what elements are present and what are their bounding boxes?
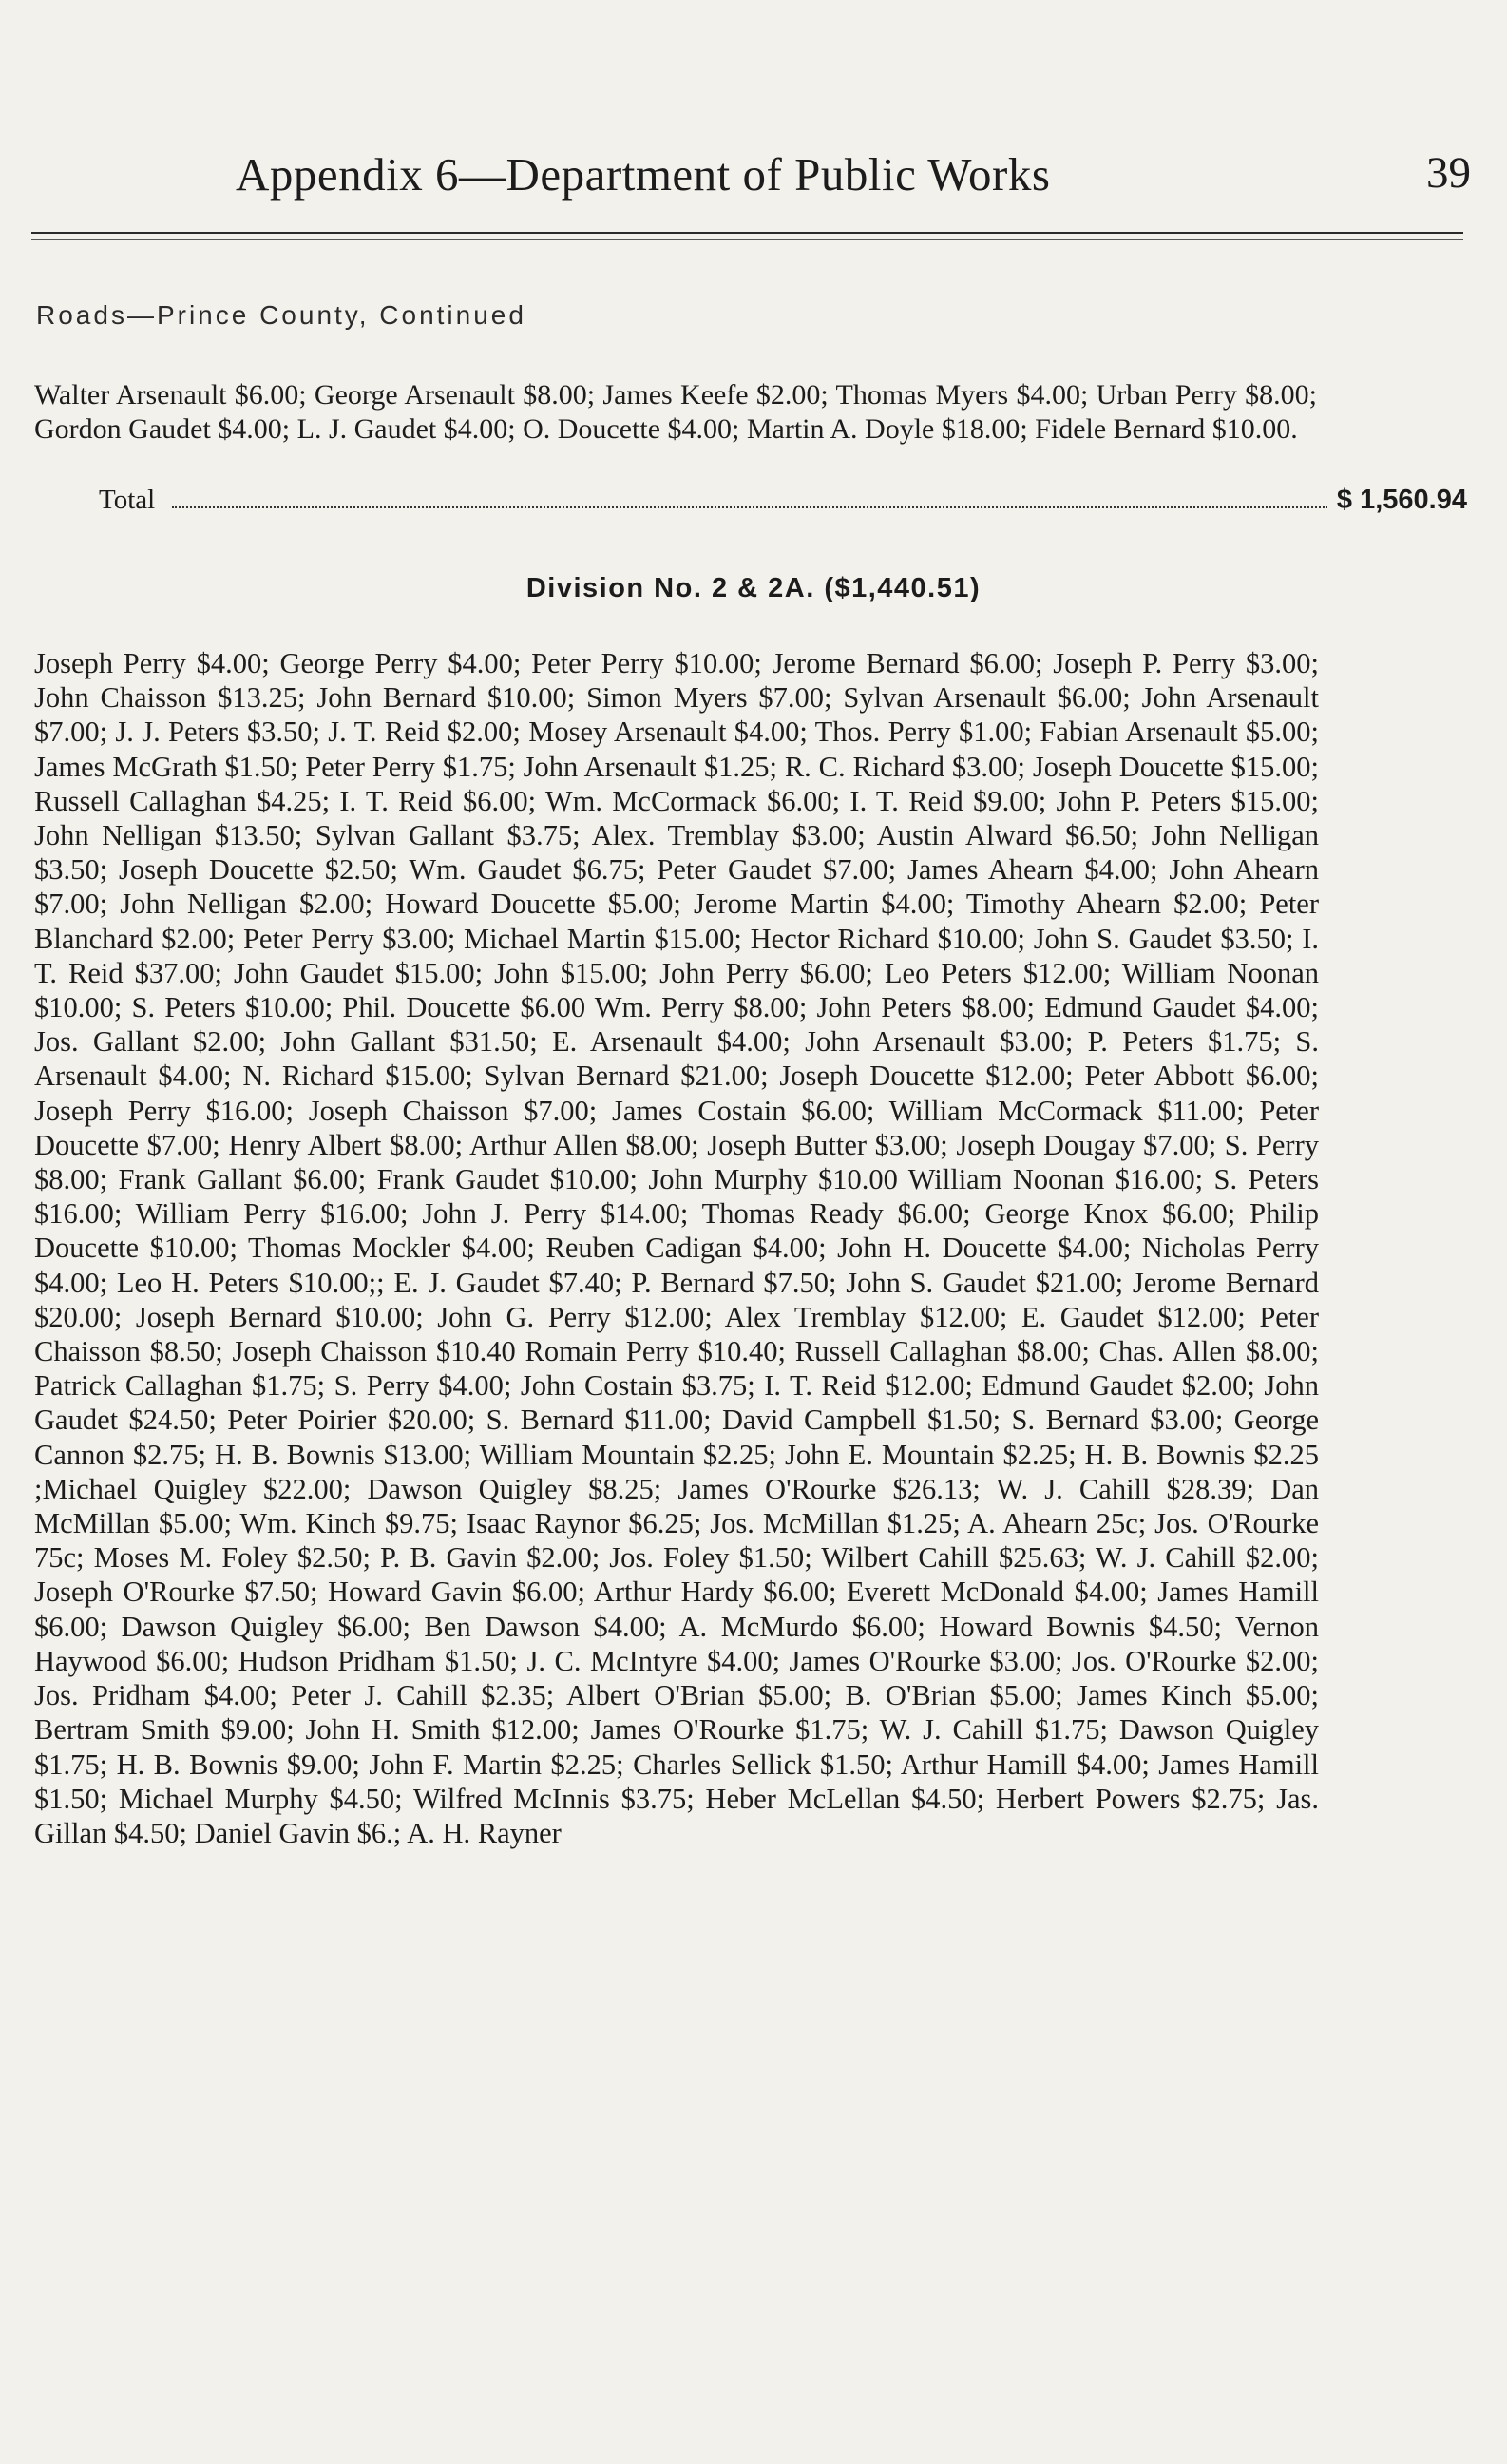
total-label: Total — [99, 485, 156, 515]
page-number: 39 — [1426, 148, 1471, 198]
division-paragraph: Joseph Perry $4.00; George Perry $4.00; Peter Perry $10.00; Jerome Bernard $6.00; Joseph P. Perry $3.00; John Chaisson $13.25; John Bernard $10.00; Simon Myers $7.00; Sylvan Arsenault $6.00; John Arsenault $7.00; J. J. Peters $3.50; J. T. Reid $2.00; Mosey Arsenault $4.00; Thos. Perry $1.00; Fabian Arsenault $5.00; James McGrath $1.50; Peter Perry $1.75; John Arsenault $1.25; R. C. Richard $3.00; Joseph Doucette $15.00; Russell Callaghan $4.25; I. T. Reid $6.00; Wm. McCormack $6.00; I. T. Reid $9.00; John P. Peters $15.00; John Nelligan $13.50; Sylvan Gallant $3.75; Alex. Tremblay $3.00; Austin Alward $6.50; John Nelligan $3.50; Joseph Doucette $2.50; Wm. Gaudet $6.75; Peter Gaudet $7.00; James Ahearn $4.00; John Ahearn $7.00; John Nelligan $2.00; Howard Doucette $5.00; Jerome Martin $4.00; Timothy Ahearn $2.00; Peter Blanchard $2.00; Peter Perry $3.00; Michael Martin $15.00; Hector Richard $10.00; John S. Gaudet $3.50; I. T. Reid $37.00; John Gaudet $15.00; John $15.00; John Perry $6.00; Leo Peters $12.00; William Noonan $10.00; S. Peters $10.00; Phil. Doucette $6.00 Wm. Perry $8.00; John Peters $8.00; Edmund Gaudet $4.00; Jos. Gallant $2.00; John Gallant $31.50; E. Arsenault $4.00; John Arsenault $3.00; P. Peters $1.75; S. Arsenault $4.00; N. Richard $15.00; Sylvan Bernard $21.00; Joseph Doucette $12.00; Peter Abbott $6.00; Joseph Perry $16.00; Joseph Chaisson $7.00; James Costain $6.00; William McCormack $11.00; Peter Doucette $7.00; Henry Albert $8.00; Arthur Allen $8.00; Joseph Butter $3.00; Joseph Dougay $7.00; S. Perry $8.00; Frank Gallant $6.00; Frank Gaudet $10.00; John Murphy $10.00 William Noonan $16.00; S. Peters $16.00; William Perry $16.00; John J. Perry $14.00; Thomas Ready $6.00; George Knox $6.00; Philip Doucette $10.00; Thomas Mockler $4.00; Reuben Cadigan $4.00; John H. Doucette $4.00; Nicholas Perry $4.00; Leo H. Peters $10.00;; E. J. Gaudet $7.40; P. Bernard $7.50; John S. Gaudet $21.00; Jerome Bernard $20.00; Joseph Bernard $10.00; John G. Perry $12.00; Alex Tremblay $12.00; E. Gaudet $12.00; Peter Chaisson $8.50; Joseph Chaisson $10.40 Romain Perry $10.40; Russell Callaghan $8.00; Chas. Allen $8.00; Patrick Callaghan $1.75; S. Perry $4.00; John Costain $3.75; I. T. Reid $12.00; Edmund Gaudet $2.00; John Gaudet $24.50; Peter Poirier $20.00; S. Bernard $11.00; David Campbell $1.50; S. Bernard $3.00; George Cannon $2.75; H. B. Bownis $13.00; William Mountain $2.25; John E. Mountain $2.25; H. B. Bownis $2.25 ;Michael Quigley $22.00; Dawson Quigley $8.25; James O'Rourke $26.13; W. J. Cahill $28.39; Dan McMillan $5.00; Wm. Kinch $9.75; Isaac Raynor $6.25; Jos. McMillan $1.25; A. Ahearn 25c; Jos. O'Rourke 75c; Moses M. Foley $2.50; P. B. Gavin $2.00; Jos. Foley $1.50; Wilbert Cahill $25.63; W. J. Cahill $2.00; Joseph O'Rourke $7.50; Howard Gavin $6.00; Arthur Hardy $6.00; Everett McDonald $4.00; James Hamill $6.00; Dawson Quigley $6.00; Ben Dawson $4.00; A. McMurdo $6.00; Howard Bownis $4.50; Vernon Haywood $6.00; Hudson Pridham $1.50; J. C. McIntyre $4.00; James O'Rourke $3.00; Jos. O'Rourke $2.00; Jos. Pridham $4.00; Peter J. Cahill $2.35; Albert O'Brian $5.00; B. O'Brian $5.00; James Kinch $5.00; Bertram Smith $9.00; John H. Smith $12.00; James O'Rourke $1.75; W. J. Cahill $1.75; Dawson Quigley $1.75; H. B. Bownis $9.00; John F. Martin $2.25; Charles Sellick $1.50; Arthur Hamill $4.00; James Hamill $1.50; Michael Murphy $4.50; Wilfred McInnis $3.75; Heber McLellan $4.50; Herbert Powers $2.75; Jas. Gillan $4.50; Daniel Gavin $6.; A. H. Rayner — [34, 647, 1319, 1849]
continued-paragraph: Walter Arsenault $6.00; George Arsenault $8.00; James Keefe $2.00; Thomas Myers $4.00; Urban Perry $8.00; Gordon Gaudet $4.00; L. J. Gaudet $4.00; O. Doucette $4.00; Martin A. Doyle $18.00; Fidele Bernard $10.00. — [34, 379, 1317, 445]
dot-leader — [172, 506, 1327, 508]
header-rule — [31, 232, 1463, 234]
section-caption: Roads—Prince County, Continued — [36, 300, 526, 330]
header-rule-secondary — [31, 239, 1463, 240]
total-line — [99, 485, 1467, 523]
division-heading: Division No. 2 & 2A. ($1,440.51) — [525, 573, 982, 603]
running-title: Appendix 6—Department of Public Works — [236, 148, 1051, 201]
total-amount: $ 1,560.94 — [1336, 485, 1467, 515]
page-header — [236, 147, 1471, 214]
